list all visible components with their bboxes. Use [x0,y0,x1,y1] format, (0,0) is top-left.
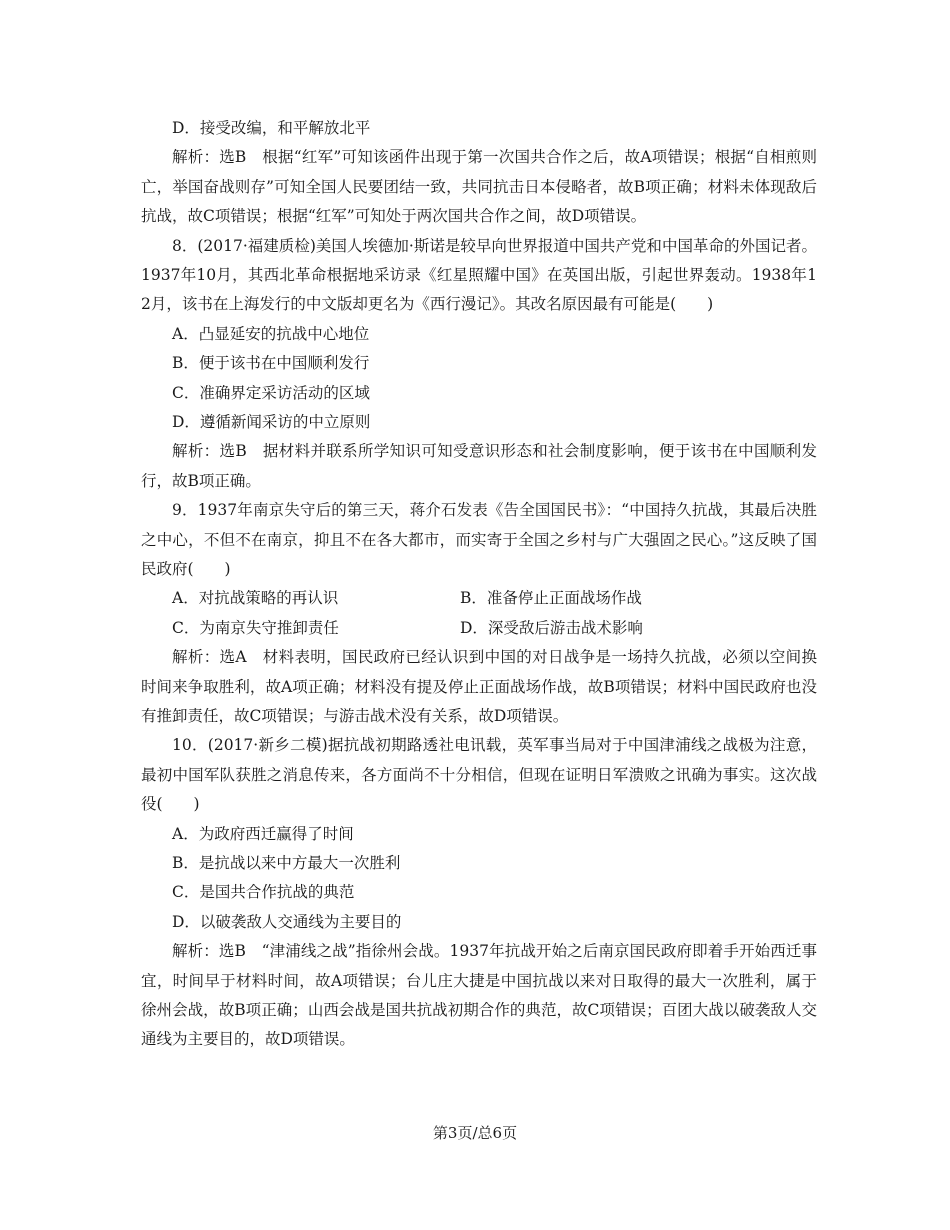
q9-analysis: 解析：选A 材料表明，国民政府已经认识到中国的对日战争是一场持久抗战，必须以空间换时间来争取胜利，故A项正确；材料没有提及停止正面战场作战，故B项错误；材料中国民政府也没有推卸责任，故C项错误；与游击战术没有关系，故D项错误。 [141,648,817,726]
page-content [141,114,817,1055]
q9-option-b: B．准备停止正面战场作战 [460,589,642,608]
q8-stem: 8．(2017·福建质检)美国人埃德加·斯诺是较早向世界报道中国共产党和中国革命的外国记者。1937年10月，其西北革命根据地采访录《红星照耀中国》在英国出版，引起世界轰动。1938年12月，该书在上海发行的中文版却更名为《西行漫记》。其改名原因最有可能是( ) [141,236,817,314]
q10-option-c: C．是国共合作抗战的典范 [172,883,355,902]
q8-option-a: A．凸显延安的抗战中心地位 [172,324,370,343]
q7-option-d: D．接受改编，和平解放北平 [172,119,371,137]
q10-stem: 10．(2017·新乡二模)据抗战初期路透社电讯载，英军事当局对于中国津浦线之战极为注意，最初中国军队获胜之消息传来，各方面尚不十分相信，但现在证明日军溃败之讯确为事实。这次战役( ) [141,736,817,814]
q10-option-d: D．以破袭敌人交通线为主要目的 [172,912,402,931]
q10-option-a: A．为政府西迁赢得了时间 [172,824,354,843]
q9-options-row-1 [141,584,817,613]
q9-options-row-2 [141,614,817,643]
q8-option-b: B．便于该书在中国顺利发行 [172,354,370,373]
page-number-footer: 第3页/总6页 [432,1124,518,1142]
q9-option-c: C．为南京失守推卸责任 [172,618,339,637]
q8-analysis: 解析：选B 据材料并联系所学知识可知受意识形态和社会制度影响，便于该书在中国顺利发行，故B项正确。 [141,442,817,490]
q8-option-c: C．准确界定采访活动的区域 [172,383,370,402]
q9-stem: 9．1937年南京失守后的第三天，蒋介石发表《告全国国民书》：“中国持久抗战，其最后决胜之中心，不但不在南京，抑且不在各大都市，而实寄于全国之乡村与广大强固之民心。”这反映了国民政府( ) [141,501,817,579]
q9-option-d: D．深受敌后游击战术影响 [460,618,643,637]
q7-analysis: 解析：选B 根据“红军”可知该函件出现于第一次国共合作之后，故A项错误；根据“自相煎则亡，举国奋战则存”可知全国人民要团结一致，共同抗击日本侵略者，故B项正确；材料未体现敌后抗战，故C项错误；根据“红军”可知处于两次国共合作之间，故D项错误。 [141,148,817,226]
q10-analysis: 解析：选B “津浦线之战”指徐州会战。1937年抗战开始之后南京国民政府即着手开始西迁事宜，时间早于材料时间，故A项错误；台儿庄大捷是中国抗战以来对日取得的最大一次胜利，属于徐州会战，故B项正确；山西会战是国共抗战初期合作的典范，故C项错误；百团大战以破袭敌人交通线为主要目的，故D项错误。 [141,942,817,1049]
q9-option-a: A．对抗战策略的再认识 [172,589,339,608]
q8-option-d: D．遵循新闻采访的中立原则 [172,413,371,431]
q10-option-b: B．是抗战以来中方最大一次胜利 [172,854,401,873]
